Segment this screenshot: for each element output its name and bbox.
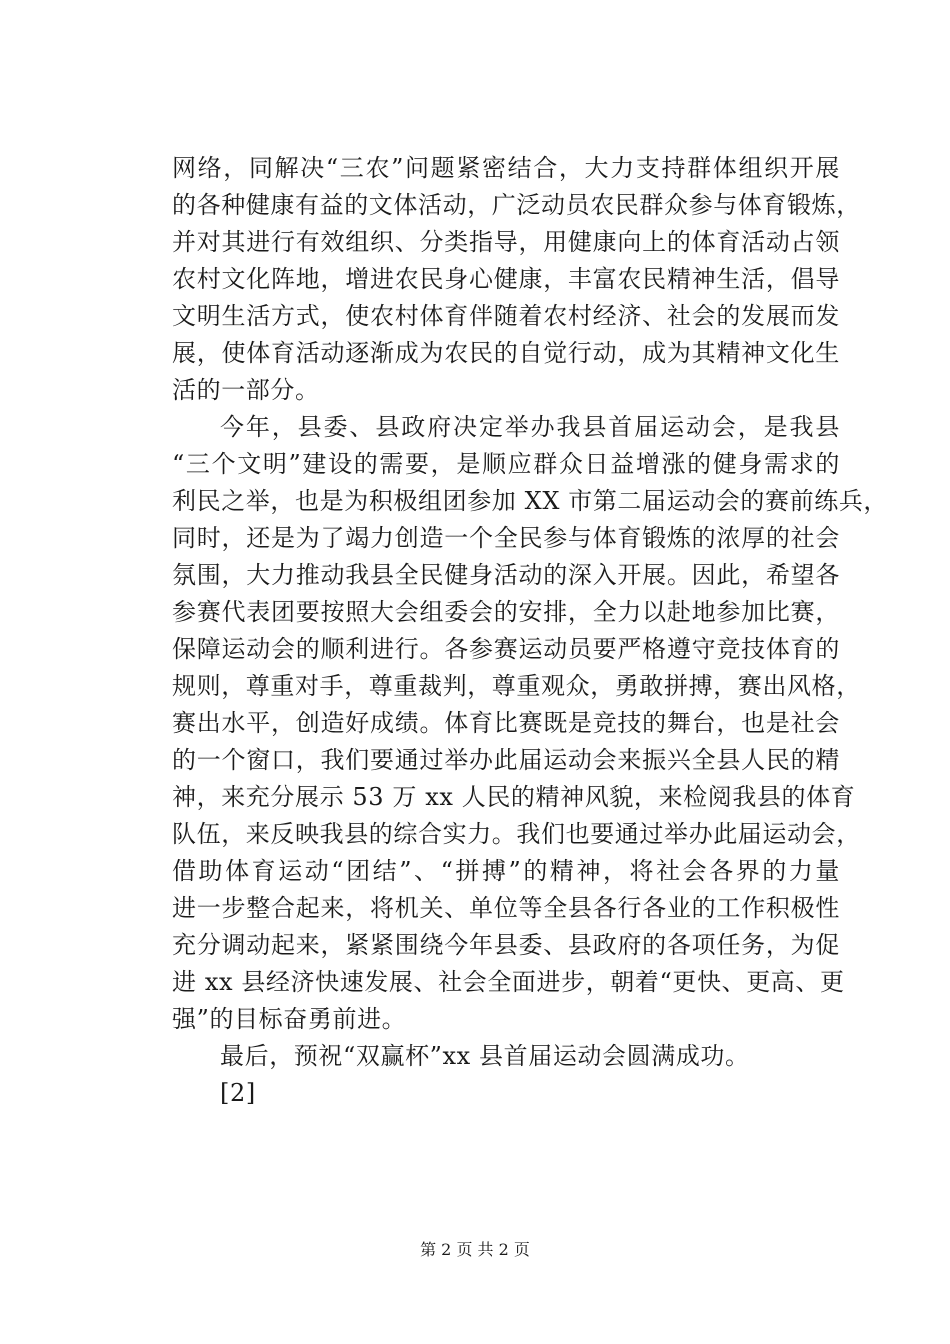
paragraph-line: 农村文化阵地，增进农民身心健康，丰富农民精神生活，倡导 [172, 265, 840, 293]
paragraph-line: 氛围，大力推动我县全民健身活动的深入开展。因此，希望各 [172, 561, 840, 589]
paragraph-line: 保障运动会的顺利进行。各参赛运动员要严格遵守竞技体育的 [172, 635, 840, 663]
paragraph-line: 展，使体育活动逐渐成为农民的自觉行动，成为其精神文化生 [172, 339, 840, 367]
paragraph-line: 的一个窗口，我们要通过举办此届运动会来振兴全县人民的精 [172, 746, 840, 774]
paragraph-1 [172, 150, 861, 409]
paragraph-line: 的各种健康有益的文体活动，广泛动员农民群众参与体育锻炼， [172, 191, 861, 219]
paragraph-line: 活的一部分。 [172, 376, 320, 404]
paragraph-3 [172, 1038, 840, 1075]
paragraph-line: 借助体育运动“团结”、“拼搏”的精神，将社会各界的力量 [172, 857, 840, 885]
paragraph-line: 同时，还是为了竭力创造一个全民参与体育锻炼的浓厚的社会 [172, 524, 840, 552]
paragraph-line: 神，来充分展示 53 万 xx 人民的精神风貌，来检阅我县的体育 [172, 783, 856, 811]
paragraph-line: 充分调动起来，紧紧围绕今年县委、县政府的各项任务，为促 [172, 931, 840, 959]
reference-label: [2] [220, 1079, 256, 1107]
reference-marker [172, 1075, 840, 1112]
paragraph-line: 今年，县委、县政府决定举办我县首届运动会，是我县 [220, 413, 840, 441]
paragraph-line: 并对其进行有效组织、分类指导，用健康向上的体育活动占领 [172, 228, 840, 256]
paragraph-line: 规则，尊重对手，尊重裁判，尊重观众，勇敢拼搏，赛出风格， [172, 672, 861, 700]
paragraph-line: 进 xx 县经济快速发展、社会全面进步，朝着“更快、更高、更 [172, 968, 845, 996]
paragraph-line: 队伍，来反映我县的综合实力。我们也要通过举办此届运动会， [172, 820, 861, 848]
paragraph-line: “三个文明”建设的需要，是顺应群众日益增涨的健身需求的 [172, 450, 840, 478]
page-number: 第 2 页 共 2 页 [420, 1240, 530, 1259]
page-footer [0, 1240, 950, 1260]
document-body [172, 150, 889, 1112]
paragraph-2 [172, 409, 889, 1038]
paragraph-line: 文明生活方式，使农村体育伴随着农村经济、社会的发展而发 [172, 302, 840, 330]
paragraph-line: 最后，预祝“双赢杯”xx 县首届运动会圆满成功。 [220, 1042, 750, 1070]
paragraph-line: 赛出水平，创造好成绩。体育比赛既是竞技的舞台，也是社会 [172, 709, 840, 737]
paragraph-line: 网络，同解决“三农”问题紧密结合，大力支持群体组织开展 [172, 154, 840, 182]
paragraph-line: 进一步整合起来，将机关、单位等全县各行各业的工作积极性 [172, 894, 840, 922]
paragraph-line: 强”的目标奋勇前进。 [172, 1005, 407, 1033]
paragraph-line: 参赛代表团要按照大会组委会的安排，全力以赴地参加比赛， [172, 598, 840, 626]
paragraph-line: 利民之举，也是为积极组团参加 XX 市第二届运动会的赛前练兵， [172, 487, 889, 515]
